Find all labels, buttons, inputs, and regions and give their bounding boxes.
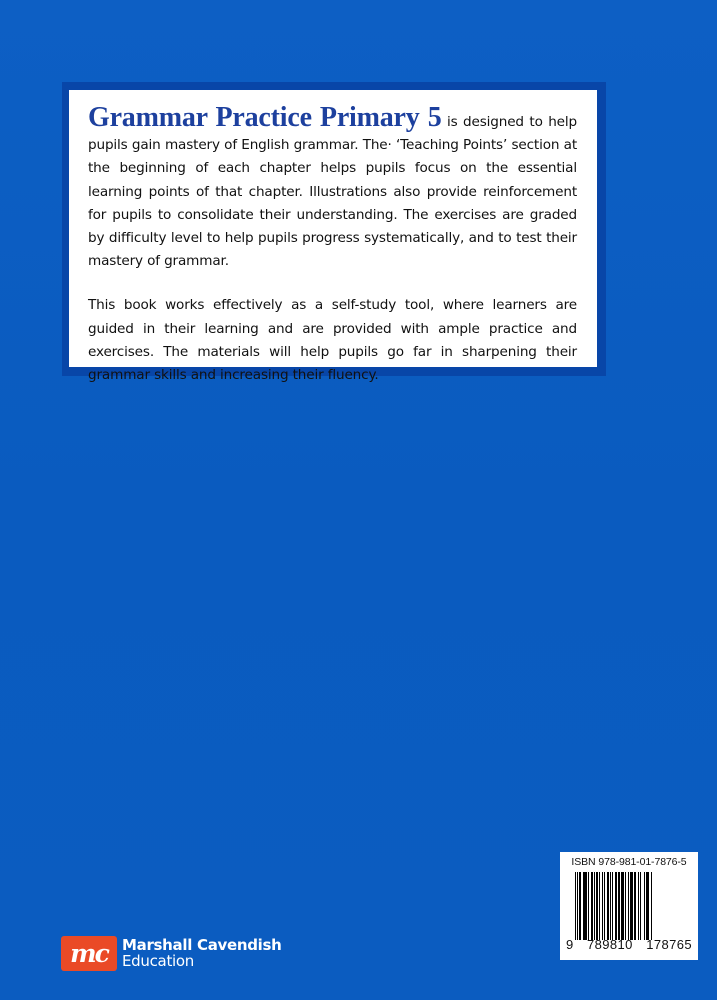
publisher-logo xyxy=(61,936,282,971)
isbn-barcode xyxy=(560,852,698,960)
barcode-digits xyxy=(566,938,692,952)
barcode-digit-lead: 9 xyxy=(566,937,574,952)
publisher-name: Marshall Cavendish xyxy=(122,936,282,954)
barcode-digits-left: 789810 xyxy=(587,937,633,952)
barcode-bars-icon xyxy=(566,872,692,940)
blurb-paragraph-1-text: is designed to help pupils gain mastery of English grammar. The· ‘Teaching Points’ section at the beginning of each chapter helps pupils focus on the essential learning points of that chapter. Illustrations also provide reinforcement for pupils to consolidate their understanding. The exercises are graded by difficulty level to help pupils progress systematically, and to test their mastery of grammar. xyxy=(88,114,578,270)
publisher-division: Education xyxy=(122,952,194,970)
blurb-paragraph-1 xyxy=(88,104,577,273)
book-title: Grammar Practice Primary 5 xyxy=(88,102,442,133)
blurb-paragraph-2: This book works effectively as a self-study tool, where learners are guided in their learning and are provided with ample practice and exercises. The materials will help pupils go far in sharpening their grammar skills and increasing their fluency. xyxy=(88,297,577,384)
publisher-wordmark xyxy=(122,938,282,969)
isbn-label: ISBN 978-981-01-7876-5 xyxy=(571,856,687,868)
barcode-digits-right: 178765 xyxy=(646,937,692,952)
mc-logo-icon: mc xyxy=(61,936,117,971)
blurb-box xyxy=(69,90,597,384)
